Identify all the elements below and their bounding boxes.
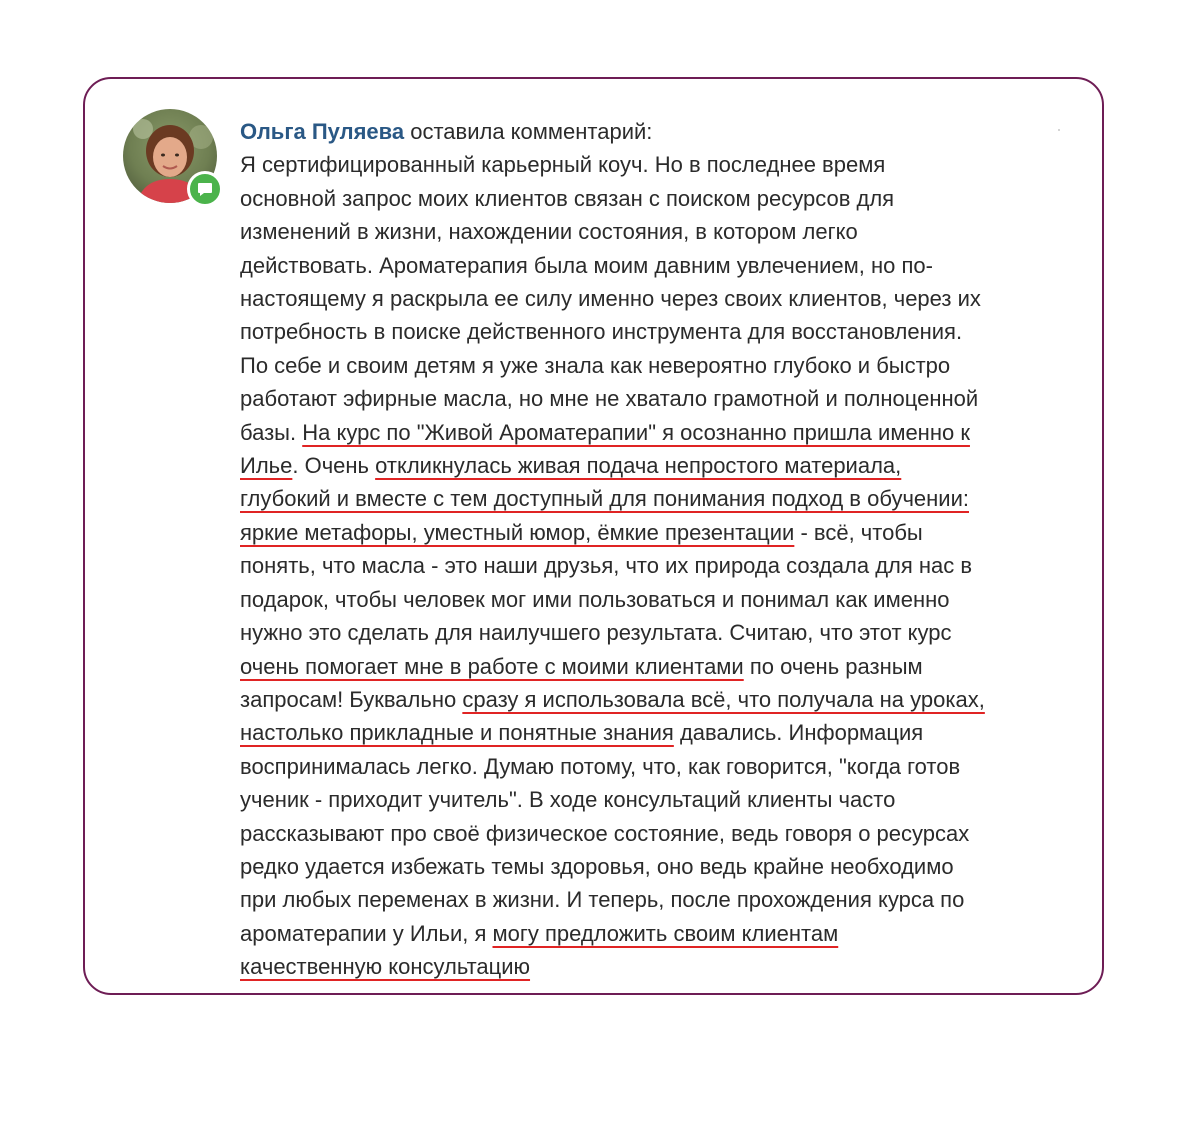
text-segment: базы.	[240, 419, 303, 445]
highlighted-text: откликнулась живая подача непростого материала,	[375, 453, 902, 479]
comment-line	[240, 583, 1070, 616]
comment-line	[240, 549, 1070, 582]
comment-line	[240, 382, 1070, 415]
comment-line	[240, 683, 1070, 716]
text-segment: воспринималась легко. Думаю потому, что, как говорится, "когда готов	[240, 753, 961, 779]
text-segment: настоящему я раскрыла ее силу именно через своих клиентов, через их	[240, 286, 981, 312]
author-name[interactable]: Ольга Пуляева	[240, 119, 405, 144]
comment-line	[240, 349, 1070, 382]
text-segment: подарок, чтобы человек мог ими пользоваться и понимал как именно	[240, 586, 950, 612]
comment-line	[240, 282, 1070, 315]
text-segment: ароматерапии у Ильи, я	[240, 920, 493, 946]
comment-line	[240, 315, 1070, 348]
text-segment: рассказывают про своё физическое состояние, ведь говоря о ресурсах	[240, 820, 970, 846]
comment-line	[240, 817, 1070, 850]
comment-line	[240, 716, 1070, 749]
comment-action: оставила комментарий:	[404, 119, 653, 144]
comment-line	[240, 215, 1070, 248]
text-segment: действовать. Ароматерапия была моим давним увлечением, но по-	[240, 252, 933, 278]
comment-header	[240, 115, 1070, 148]
text-segment: редко удается избежать темы здоровья, оно ведь крайне необходимо	[240, 853, 954, 879]
text-segment: при любых переменах в жизни. И теперь, после прохождения курса по	[240, 887, 965, 913]
comment-line	[240, 482, 1070, 515]
highlighted-text: сразу я использовала всё, что получала на уроках,	[462, 686, 985, 712]
text-segment: основной запрос моих клиентов связан с поиском ресурсов для	[240, 185, 895, 211]
comment-card	[83, 77, 1104, 995]
comment-line	[240, 950, 1070, 983]
text-segment: Я сертифицированный карьерный коуч. Но в последнее время	[240, 152, 886, 178]
highlighted-text: глубокий и вместе с тем доступный для понимания подход в обучении:	[240, 486, 969, 512]
highlighted-text: На курс по "Живой Ароматерапии" я осознанно пришла именно к	[302, 419, 970, 445]
comment-line	[240, 416, 1070, 449]
text-segment: потребность в поиске действенного инструмента для восстановления.	[240, 319, 963, 345]
comment-line	[240, 182, 1070, 215]
highlighted-text: настолько прикладные и понятные знания	[240, 720, 674, 746]
highlighted-text: очень помогает мне в работе с моими клиентами	[240, 653, 744, 679]
comment-line	[240, 750, 1070, 783]
text-segment: . Очень	[292, 453, 376, 479]
comment-badge	[187, 171, 223, 207]
avatar[interactable]	[123, 109, 217, 203]
text-segment: нужно это сделать для наилучшего результата. Считаю, что этот курс	[240, 620, 952, 646]
text-segment: по очень разным	[743, 653, 923, 679]
comment-line	[240, 616, 1070, 649]
highlighted-text: качественную консультацию	[240, 954, 531, 980]
comment-line	[240, 883, 1070, 916]
text-segment: давались. Информация	[673, 720, 924, 746]
text-segment: запросам! Буквально	[240, 686, 463, 712]
text-segment: - всё, чтобы	[794, 519, 923, 545]
comment-text	[240, 148, 1070, 983]
comment-line	[240, 650, 1070, 683]
text-segment: понять, что масла - это наши друзья, что их природа создала для нас в	[240, 553, 973, 579]
highlighted-text: могу предложить своим клиентам	[492, 920, 839, 946]
comment-line	[240, 917, 1070, 950]
text-segment: ученик - приходит учитель". В ходе консультаций клиенты часто	[240, 787, 896, 813]
text-segment: По себе и своим детям я уже знала как невероятно глубоко и быстро	[240, 352, 951, 378]
comment-line	[240, 449, 1070, 482]
comment-line	[240, 516, 1070, 549]
comment-line	[240, 249, 1070, 282]
text-segment: работают эфирные масла, но мне не хватало грамотной и полноценной	[240, 386, 979, 412]
comment-line	[240, 850, 1070, 883]
comment-line	[240, 783, 1070, 816]
highlighted-text: яркие метафоры, уместный юмор, ёмкие презентации	[240, 519, 795, 545]
text-segment: изменений в жизни, нахождении состояния, в котором легко	[240, 219, 858, 245]
highlighted-text: Илье	[240, 453, 293, 479]
comment-bubble-icon	[197, 182, 213, 197]
comment-body	[240, 115, 1070, 984]
comment-line	[240, 148, 1070, 181]
